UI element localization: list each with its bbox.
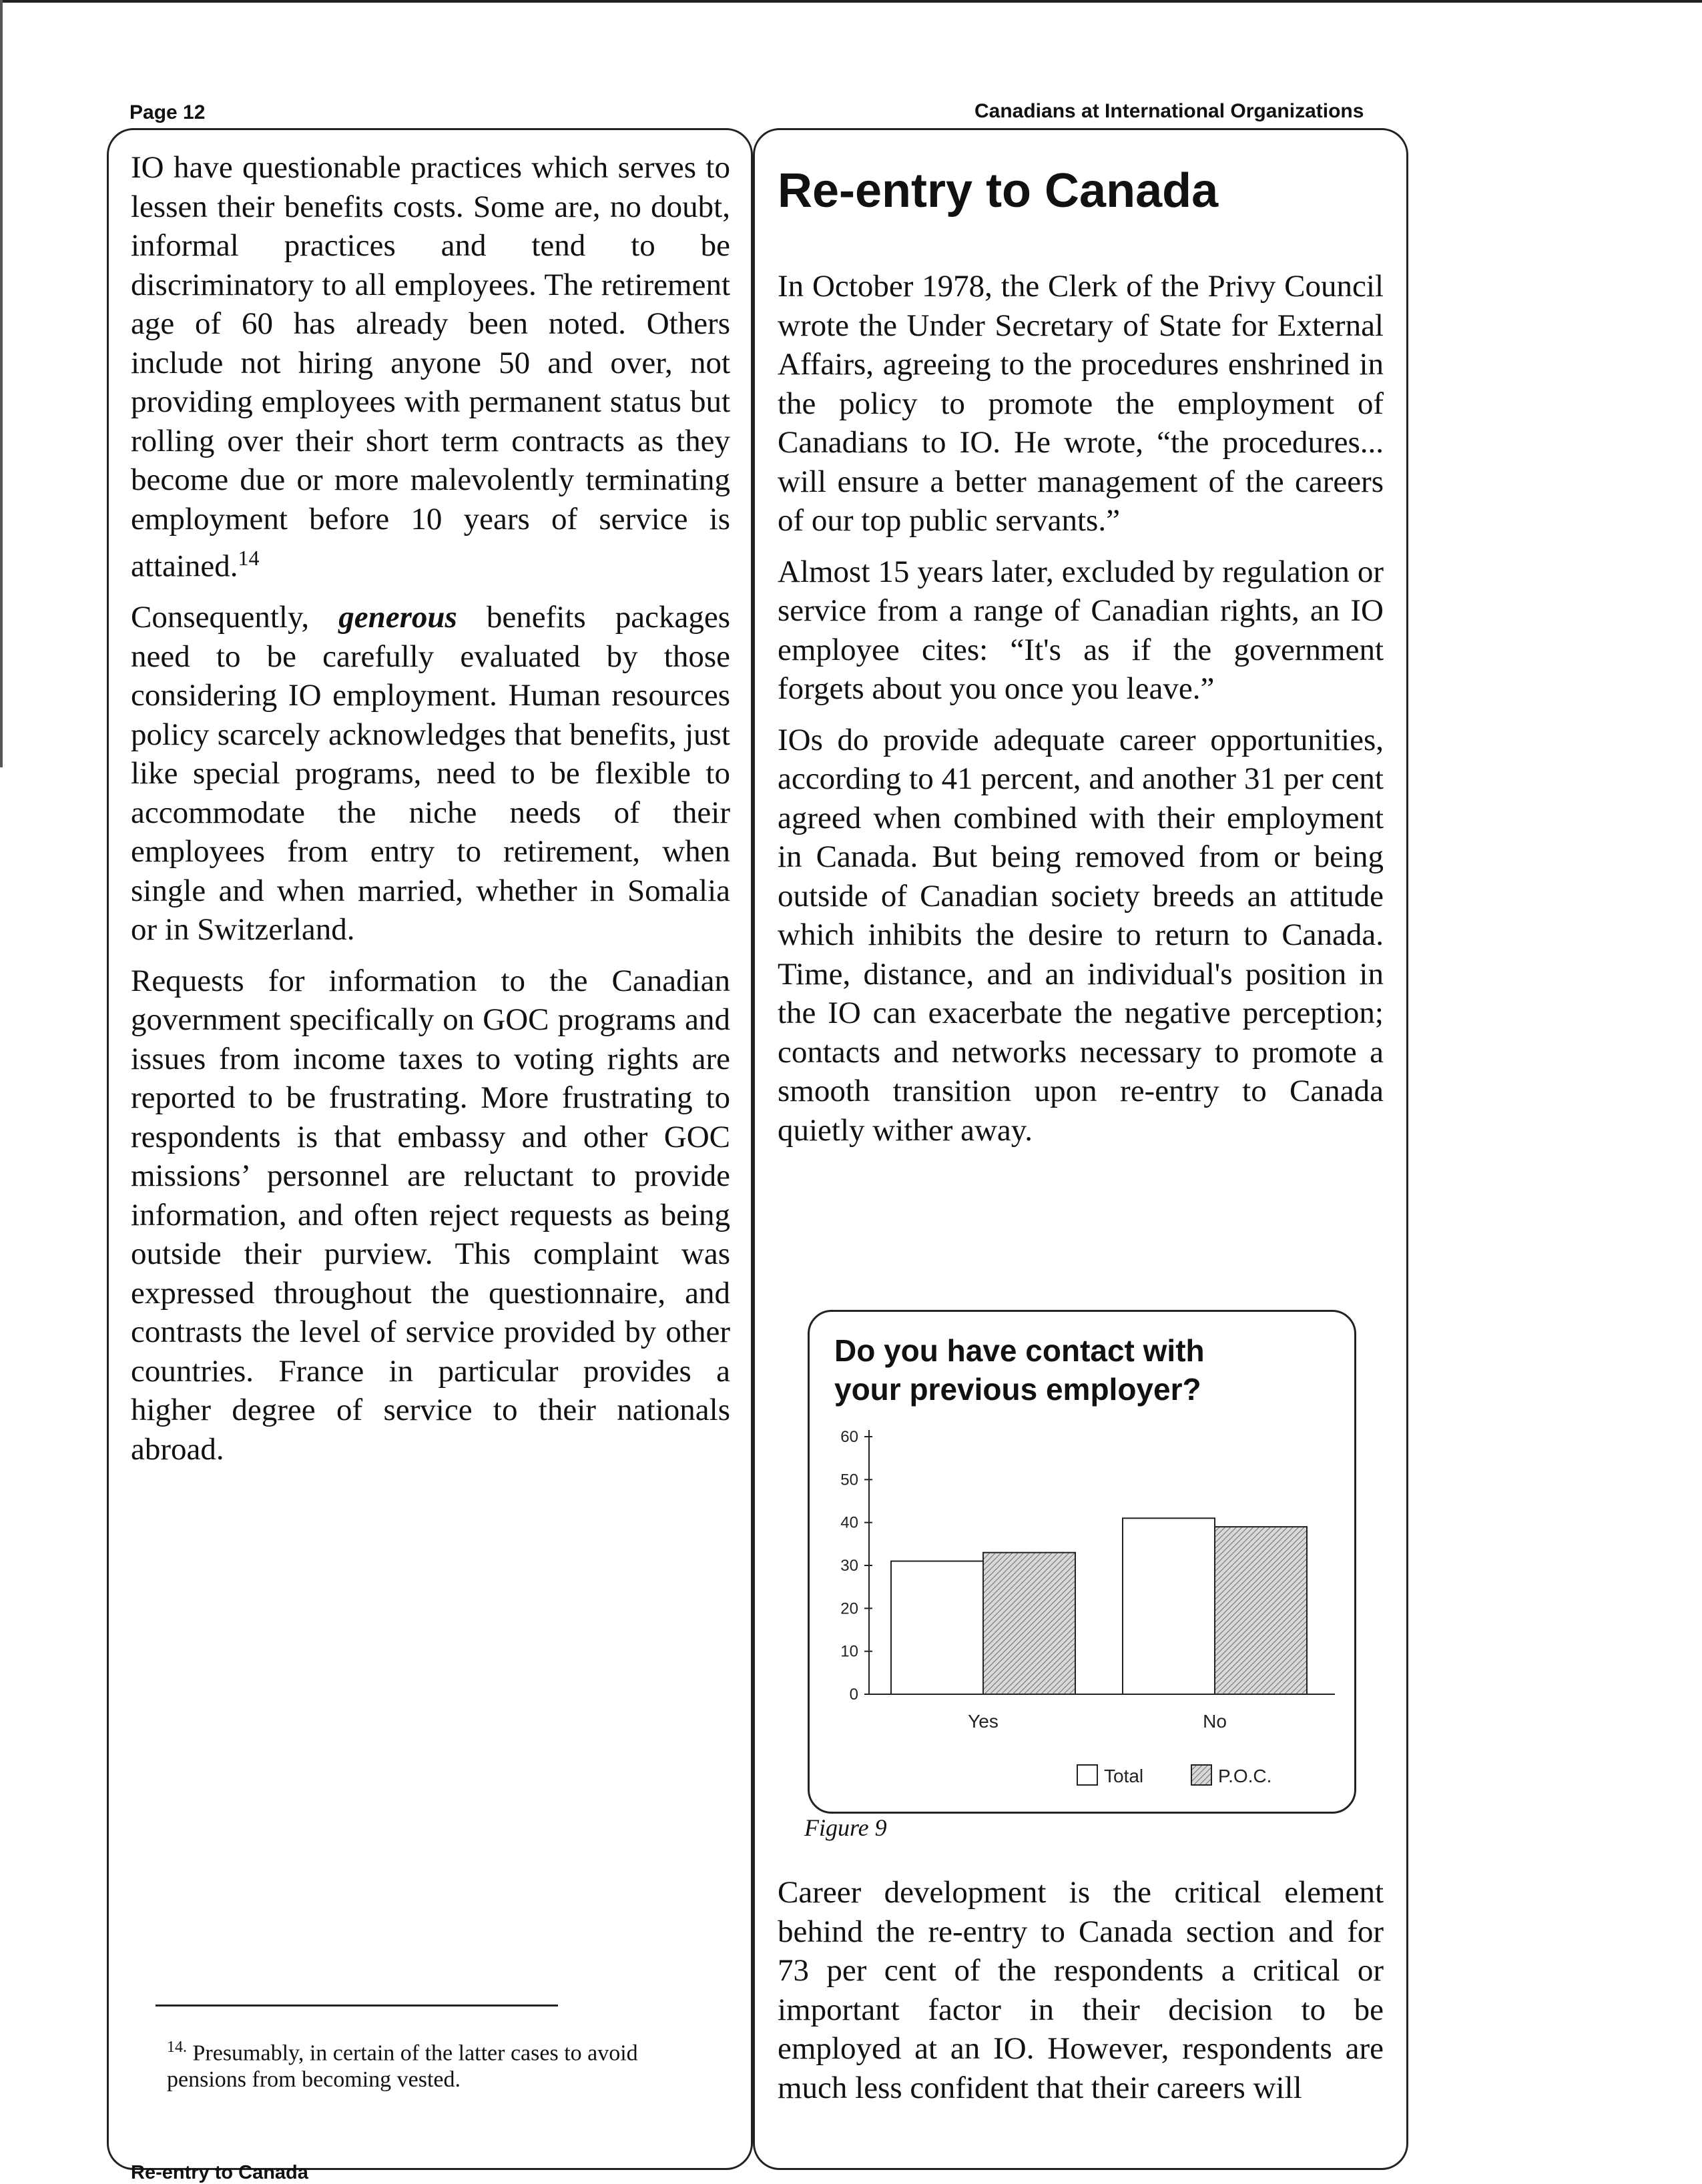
left-paragraph-1-text: IO have questionable practices which serves to lessen their benefits costs. Some are, no doubt, informal practices and tend to be discriminatory to all employees. The retirement age of 60 has already been noted. Others include not hiring anyone 50 and over, not providing employees with permanent status but rolling over their short term contracts as they become due or more malevolently terminating employment before 10 years of service is attained. [131, 150, 730, 584]
page-number: Page 12 [129, 101, 206, 123]
legend-swatch-poc [1191, 1765, 1211, 1785]
legend-swatch-total [1077, 1765, 1097, 1785]
left-column-text [131, 148, 730, 1481]
y-tick-label: 30 [840, 1557, 858, 1575]
bar-poc-no [1215, 1527, 1307, 1694]
bar-total-yes [891, 1561, 983, 1694]
footnote-rule [156, 2005, 558, 2007]
running-title: Canadians at International Organizations [974, 100, 1364, 122]
footnote [167, 2034, 701, 2093]
section-heading: Re-entry to Canada [778, 164, 1219, 218]
category-label-yes: Yes [968, 1711, 999, 1732]
y-tick-label: 40 [840, 1513, 858, 1532]
right-paragraph-2: Almost 15 years later, excluded by regulation or service from a range of Canadian rights, an IO employee cites: “It's as if the government forgets about you once you leave.” [778, 554, 1384, 706]
left-paragraph-2-start: Consequently, [131, 600, 339, 635]
scan-border-left [0, 0, 3, 767]
y-tick-label: 50 [840, 1471, 858, 1489]
emphasis-generous: generous [338, 600, 457, 635]
bar-poc-yes [983, 1553, 1075, 1694]
right-paragraph-1: In October 1978, the Clerk of the Privy Council wrote the Under Secretary of State for External Affairs, agreeing to the procedures enshrined in the policy to promote the employment of Canadians to IO. He wrote, “the procedures... will ensure a better management of the careers of our top public servants.” [778, 269, 1384, 538]
left-paragraph-2-end: benefits packages need to be carefully evaluated by those considering IO employment. Human resources policy scarcely acknowledges that benefits, just like special programs, need to be flexible to accommodate the niche needs of their employees from entry to retirement, when single and when married, whether in Somalia or in Switzerland. [131, 600, 730, 948]
footnote-text: Presumably, in certain of the latter cases to avoid pensions from becoming vested. [167, 2041, 638, 2093]
footer-section: Re-entry to Canada [131, 2162, 308, 2183]
right-column-text-top [778, 267, 1384, 1162]
left-paragraph-2 [131, 598, 730, 950]
legend-label-total: Total [1104, 1766, 1144, 1786]
bar-total-no [1123, 1518, 1215, 1694]
legend-label-poc: P.O.C. [1218, 1766, 1272, 1786]
category-label-no: No [1203, 1711, 1227, 1732]
footnote-number: 14. [167, 2039, 187, 2056]
chart-title-line-1: Do you have contact with [834, 1333, 1205, 1368]
scan-border-top [0, 0, 1702, 3]
right-paragraph-4: Career development is the critical element behind the re-entry to Canada section and for 73 per cent of the respondents a critical or important factor in their decision to be employed at an IO. However, respondents are much less confident that their careers will [778, 1875, 1384, 2105]
figure-caption: Figure 9 [804, 1814, 887, 1841]
right-column-text-bottom [778, 1873, 1384, 2119]
left-paragraph-1 [131, 148, 730, 586]
y-tick-label: 20 [840, 1599, 858, 1618]
footnote-reference: 14 [238, 546, 260, 570]
bar-chart [808, 1310, 1356, 1814]
left-paragraph-3: Requests for information to the Canadian government specifically on GOC programs and issues from income taxes to voting rights are reported to be frustrating. More frustrating to respondents is that embassy and other GOC missions’ personnel are reluctant to provide information, and often reject requests as being outside their purview. This complaint was expressed throughout the questionnaire, and contrasts the level of service provided by other countries. France in particular provides a higher degree of service to their nationals abroad. [131, 963, 730, 1467]
right-paragraph-3: IOs do provide adequate career opportunities, according to 41 percent, and another 31 per cent agreed when combined with their employment in Canada. But being removed from or being outside of Canadian society breeds an attitude which inhibits the desire to return to Canada. Time, distance, and an individual's position in the IO can exacerbate the negative perception; contacts and networks necessary to promote a smooth transition upon re-entry to Canada quietly wither away. [778, 722, 1384, 1148]
y-tick-label: 60 [840, 1428, 858, 1446]
y-tick-label: 0 [849, 1686, 858, 1704]
chart-title-line-2: your previous employer? [834, 1372, 1201, 1407]
y-tick-label: 10 [840, 1642, 858, 1661]
